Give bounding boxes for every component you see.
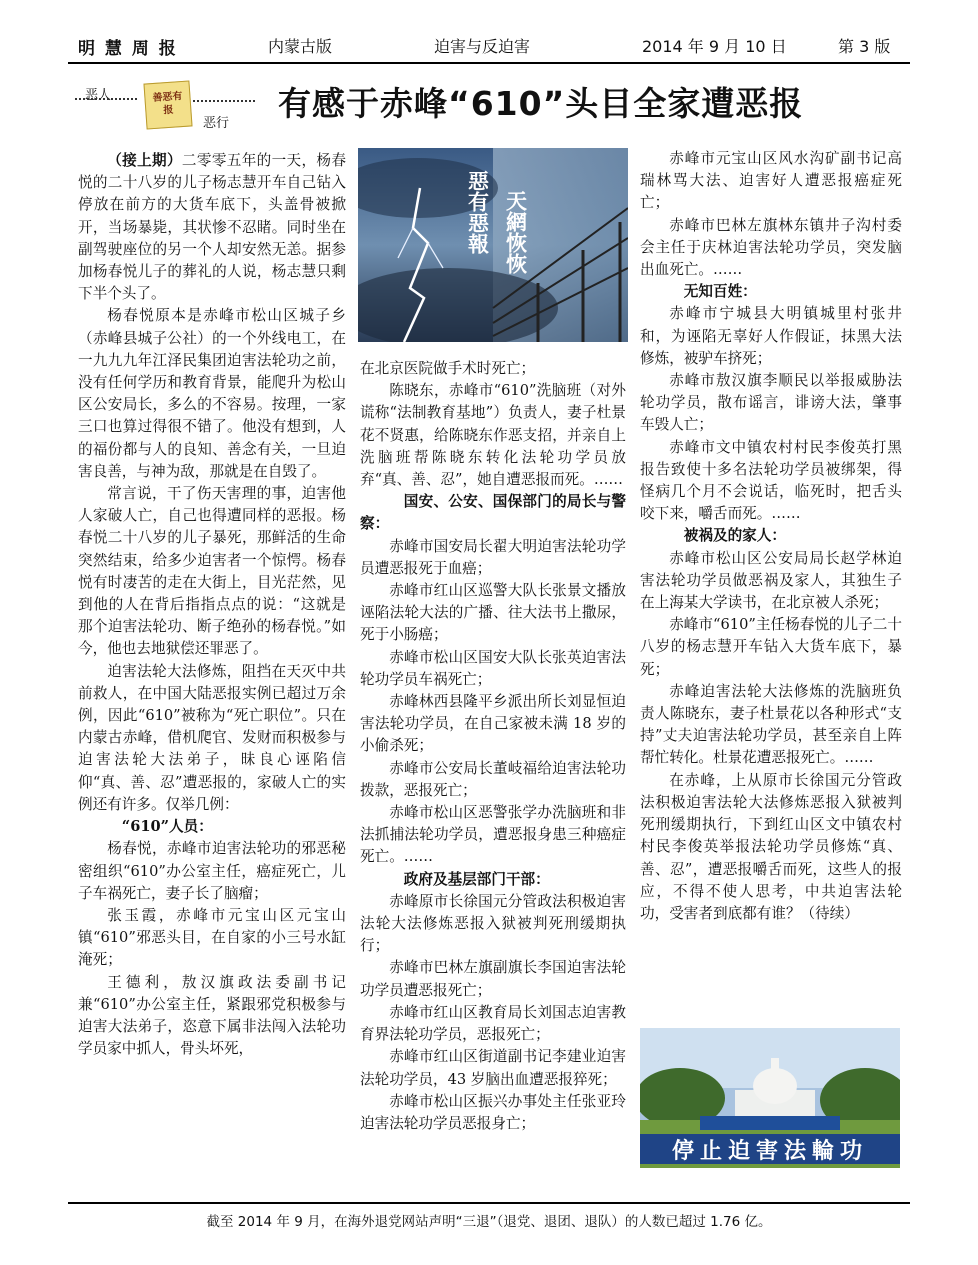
paragraph — [360, 1002, 626, 1046]
paragraph — [640, 370, 902, 437]
paragraph — [78, 972, 346, 1061]
paragraph — [640, 215, 902, 282]
paragraph-text: 赤峰市红山区教育局长刘国志迫害教育界法轮功学员，恶报死亡； — [360, 1003, 626, 1044]
paragraph-text: 赤峰市“610”主任杨春悦的儿子二十八岁的杨志慧开车钻入大货车底下，暴死； — [640, 616, 902, 678]
header-rule — [68, 62, 910, 64]
capitol-rally-photo — [640, 1028, 900, 1168]
paragraph — [640, 681, 902, 770]
continuation-marker: （接上期） — [107, 152, 182, 169]
paragraph-text: 陈晓东，赤峰市“610”洗脑班（对外谎称“法制教育基地”）负责人，妻子杜景花不贤惠，给陈晓东作恶支招，并亲自上洗脑班帮陈晓东转化法轮功学员放弃“真、善、忍”，她自遭恶报而死。…… — [360, 382, 626, 489]
subheading: 国安、公安、国保部门的局长与警察： — [360, 493, 626, 533]
paragraph — [360, 580, 626, 647]
issue-date: 2014 年 9 月 10 日 — [642, 37, 787, 56]
subheading: 政府及基层部门干部： — [403, 870, 550, 888]
paragraph — [640, 614, 902, 681]
paragraph-text: 二零零五年的一天，杨春悦的二十八岁的儿子杨志慧开车自己钻入停放在前方的大货车底下，头盖骨被掀开，当场暴毙，其状惨不忍睹。同时坐在副驾驶座位的另一个人却安然无恙。据参加杨春悦儿子的葬礼的人说，杨志慧只剩下半个头了。 — [78, 152, 346, 303]
paragraph — [78, 905, 346, 972]
capitol-illustration — [640, 1028, 900, 1168]
storm-image — [358, 148, 628, 342]
paragraph — [78, 150, 346, 305]
storm-illustration — [358, 148, 628, 342]
subheading: 无知百姓： — [683, 283, 757, 301]
paragraph — [360, 536, 626, 580]
paragraph — [640, 548, 902, 615]
paragraph — [360, 758, 626, 802]
subheading: 被祸及的家人： — [683, 527, 786, 545]
paragraph-text: 在赤峰，上从原市长徐国元分管政法积极迫害法轮大法修炼恶报入狱被判死刑缓期执行，下到红山区文中镇农村村民李俊英举报法轮功学员修炼“真、善、忍”，遭恶报嚼舌而死，这些人的报应，不得不使人思考，中共迫害法轮功，受害者到底都有谁？（待续） — [640, 771, 902, 922]
paragraph — [360, 957, 626, 1001]
column-3 — [640, 148, 902, 925]
paragraph-text: 赤峰林西县隆平乡派出所长刘显恒迫害法轮功学员，在自己家被未满 18 岁的小偷杀死； — [360, 693, 626, 755]
paragraph-text: 赤峰市国安局长翟大明迫害法轮功学员遭恶报死于血癌； — [360, 537, 626, 577]
paragraph-text: 赤峰市公安局长董岐福给迫害法轮功拨款，恶报死亡； — [360, 759, 626, 799]
subheading: “610”人员： — [121, 818, 213, 836]
paragraph-text: 赤峰市文中镇农村村民李俊英打黑报告致使十多名法轮功学员被绑架，得怪病几个月不会说话，临死时，把舌头咬下来，嚼舌而死。…… — [640, 438, 902, 523]
paragraph-text: 赤峰市巴林左旗副旗长李国迫害法轮功学员遭恶报死亡； — [360, 959, 626, 999]
paragraph-text: 在北京医院做手术时死亡； — [360, 360, 536, 377]
paragraph — [360, 1091, 626, 1135]
section-label: 迫害与反迫害 — [434, 37, 531, 56]
paragraph-text: 王德利，敖汉旗政法委副书记兼“610”办公室主任，紧跟邪党积极参与迫害大法弟子，恣意下属非法闯入法轮功学员家中抓人，骨头坏死， — [78, 973, 346, 1058]
paragraph-text: 赤峰市宁城县大明镇城里村张井和，为诬陷无辜好人作假证，抹黑大法修炼，被驴车挤死； — [640, 305, 902, 367]
paragraph — [360, 380, 626, 491]
column-1 — [78, 150, 346, 1060]
paragraph-text: 赤峰迫害法轮大法修炼的洗脑班负责人陈晓东，妻子杜景花以各种形式“支持”丈夫迫害法轮功学员，甚至亲自上阵帮忙转化。杜景花遭恶报死亡。…… — [640, 682, 902, 767]
section-logo — [75, 78, 265, 136]
paragraph-text: 赤峰市红山区巡警大队长张景文播放诬陷法轮大法的广播、往大法书上撒尿，死于小肠癌； — [360, 582, 626, 644]
paragraph — [640, 148, 902, 215]
paragraph — [78, 838, 346, 905]
paragraph — [360, 691, 626, 758]
article-title: 有感于赤峰“610”头目全家遭恶报 — [278, 84, 804, 123]
paragraph-text: 赤峰市松山区公安局局长赵学林迫害法轮功学员做恶祸及家人，其独生子在上海某大学读书，在北京被人杀死； — [640, 549, 902, 612]
paragraph-text: 杨春悦原本是赤峰市松山区城子乡（赤峰县城子公社）的一个外线电工，在一九九九年江泽民集团迫害法轮功之前，没有任何学历和教育背景，能爬升为松山区公安局长，多么的不容易。按理，一家三口也算过得很不错了。他没有想到，人的福份都与人的良知、善念有关，一旦迫害良善，与神为敌，那就是在自毁了。 — [78, 307, 346, 480]
calligraphy-left: 惡有惡報 — [465, 170, 491, 254]
paper-name: 明 慧 周 报 — [78, 39, 178, 59]
logo-left-dots — [75, 98, 137, 100]
paragraph-text: 张玉霞，赤峰市元宝山区元宝山镇“610”邪恶头目，在自家的小三号水缸淹死； — [78, 906, 346, 969]
paragraph-text: 赤峰市松山区恶警张学办洗脑班和非法抓捕法轮功学员，遭恶报身患三种癌症死亡。…… — [360, 804, 626, 866]
paragraph — [640, 770, 902, 925]
paragraph-text: 赤峰市松山区振兴办事处主任张亚玲迫害法轮功学员恶报身亡； — [360, 1092, 626, 1132]
paragraph — [78, 483, 346, 661]
paragraph-text: 赤峰市红山区街道副书记李建业迫害法轮功学员，43 岁脑出血遭恶报猝死； — [360, 1048, 626, 1088]
paragraph-text: 常言说，干了伤天害理的事，迫害他人家破人亡，自己也得遭同样的恶报。杨春悦二十八岁的儿子暴死，那鲜活的生命突然结束，给多少迫害者一个惊愕。杨春悦有时凄苦的走在大街上，目光茫然，见到他的人在背后指指点点的说：“这就是那个迫害法轮功、断子绝孙的杨春悦。”如今，他也去地狱偿还罪恶了。 — [78, 485, 346, 658]
region-label: 内蒙古版 — [268, 37, 333, 56]
paragraph-text: 赤峰原市长徐国元分管政法积极迫害法轮大法修炼恶报入狱被判死刑缓期执行； — [360, 892, 626, 955]
footer-rule — [68, 1202, 910, 1204]
paragraph — [360, 358, 626, 380]
paragraph — [360, 891, 626, 958]
paragraph — [360, 647, 626, 691]
calligraphy-right: 天網恢恢 — [503, 190, 529, 274]
paragraph — [640, 303, 902, 370]
paragraph-text: 赤峰市松山区国安大队长张英迫害法轮功学员车祸死亡； — [360, 648, 626, 688]
protest-banner-text: 停止迫害法輪功 — [671, 1139, 869, 1164]
logo-left-text: 恶人 — [85, 88, 112, 103]
paragraph-text: 杨春悦，赤峰市迫害法轮功的邪恶秘密组织“610”办公室主任，癌症死亡，儿子车祸死亡，妻子长了脑瘤； — [78, 840, 346, 902]
paragraph-text: 赤峰市元宝山区风水沟矿副书记高瑞林骂大法、迫害好人遭恶报癌症死亡； — [640, 150, 902, 212]
paragraph — [360, 1046, 626, 1090]
page-number: 第 3 版 — [838, 37, 891, 56]
paragraph — [78, 305, 346, 483]
paragraph-text: 迫害法轮大法修炼，阻挡在天灭中共前救人，在中国大陆恶报实例已超过万余例，因此“610”被称为“死亡职位”。只在内蒙古赤峰，借机爬官、发财而积极参与迫害法轮大法弟子，昧良心诬陷信仰“真、善、忍”遭恶报的，家破人亡的实例还有许多。仅举几例： — [78, 662, 346, 813]
paragraph — [640, 437, 902, 526]
paragraph — [78, 661, 346, 816]
paragraph — [360, 802, 626, 869]
masthead — [78, 34, 916, 60]
logo-right-text: 恶行 — [203, 116, 230, 131]
column-2 — [360, 358, 626, 1135]
logo-badge — [143, 80, 192, 129]
logo-right-dots — [193, 100, 255, 102]
logo-badge-text: 善恶有报 — [152, 90, 183, 117]
paragraph-text: 赤峰市敖汉旗李顺民以举报威胁法轮功学员，散布谣言，诽谤大法，肇事车毁人亡； — [640, 372, 902, 434]
footer-note: 截至 2014 年 9 月，在海外退党网站声明“三退”（退党、退团、退队）的人数已超过 1.76 亿。 — [206, 1214, 772, 1230]
paragraph-text: 赤峰市巴林左旗林东镇井子沟村委会主任于庆林迫害法轮功学员，突发脑出血死亡。…… — [640, 216, 902, 279]
